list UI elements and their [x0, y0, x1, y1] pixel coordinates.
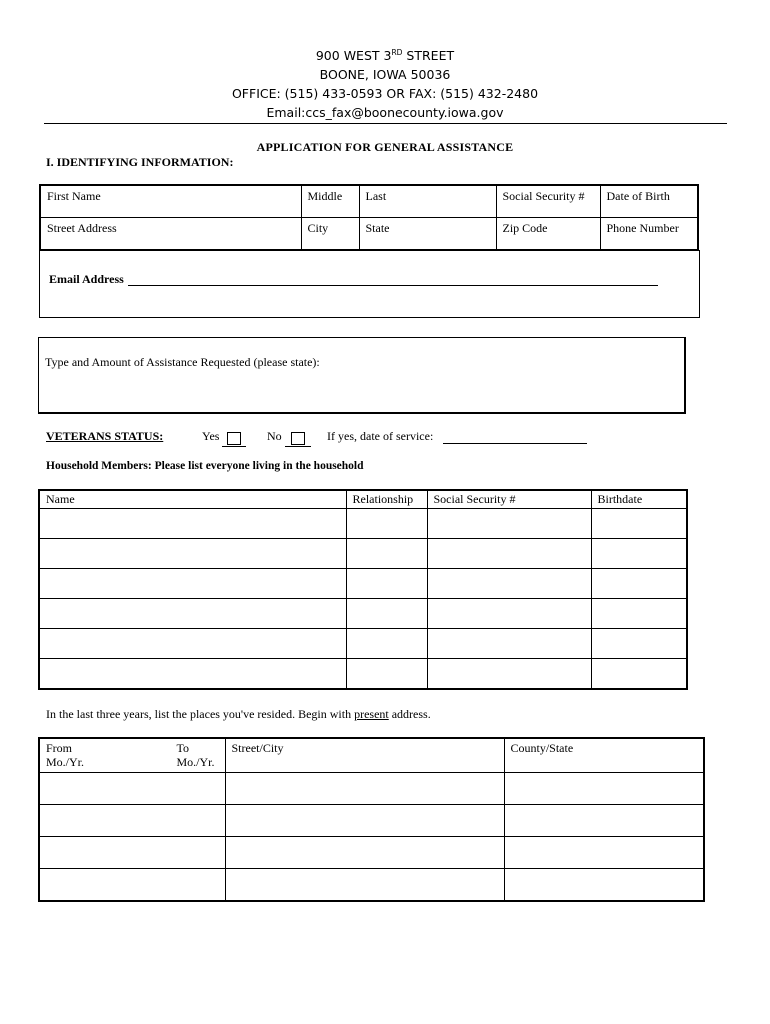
street-address-field[interactable]: Street Address — [40, 218, 301, 251]
household-cell[interactable] — [427, 659, 591, 690]
household-cell[interactable] — [591, 629, 687, 659]
household-cell[interactable] — [591, 599, 687, 629]
household-cell[interactable] — [346, 539, 427, 569]
veteran-yes-checkbox[interactable] — [227, 432, 241, 445]
residence-cell[interactable] — [225, 805, 504, 837]
assistance-requested-box[interactable] — [38, 337, 686, 414]
veterans-status-label: VETERANS STATUS: — [46, 429, 164, 443]
phone-field[interactable]: Phone Number — [600, 218, 698, 251]
veteran-no-checkbox[interactable] — [291, 432, 305, 445]
household-cell[interactable] — [39, 569, 346, 599]
residence-row — [39, 837, 704, 869]
from-label: From Mo./Yr. — [46, 741, 85, 769]
form-title: APPLICATION FOR GENERAL ASSISTANCE — [256, 140, 514, 154]
residence-cell[interactable] — [504, 805, 704, 837]
household-cell[interactable] — [39, 629, 346, 659]
household-row — [39, 659, 687, 690]
veteran-yes-label: Yes — [202, 429, 220, 443]
residence-cell[interactable] — [39, 837, 225, 869]
residence-cell[interactable] — [39, 805, 225, 837]
veteran-no-option — [267, 429, 311, 447]
residence-row — [39, 773, 704, 805]
household-cell[interactable] — [346, 629, 427, 659]
zip-field[interactable]: Zip Code — [496, 218, 600, 251]
household-cell[interactable] — [346, 569, 427, 599]
household-cell[interactable] — [591, 569, 687, 599]
last-name-field[interactable]: Last — [359, 185, 496, 218]
household-cell[interactable] — [39, 509, 346, 539]
household-cell[interactable] — [346, 659, 427, 690]
residence-cell[interactable] — [504, 837, 704, 869]
first-name-field[interactable]: First Name — [40, 185, 301, 218]
residence-col-street-city: Street/City — [225, 738, 504, 773]
household-cell[interactable] — [427, 599, 591, 629]
assistance-label: Type and Amount of Assistance Requested (please state): — [45, 355, 320, 369]
agency-email: Email:ccs_fax@boonecounty.iowa.gov — [266, 105, 504, 120]
household-cell[interactable] — [346, 599, 427, 629]
household-col-birthdate: Birthdate — [591, 490, 687, 509]
residence-col-from-to — [39, 738, 225, 773]
household-cell[interactable] — [591, 659, 687, 690]
household-cell[interactable] — [427, 509, 591, 539]
household-row — [39, 569, 687, 599]
household-cell[interactable] — [39, 539, 346, 569]
state-field[interactable]: State — [359, 218, 496, 251]
household-row — [39, 629, 687, 659]
middle-name-field[interactable]: Middle — [301, 185, 359, 218]
email-box — [39, 250, 700, 318]
veteran-yes-option — [202, 429, 246, 447]
household-cell[interactable] — [39, 659, 346, 690]
section-identifying-information: I. IDENTIFYING INFORMATION: — [46, 155, 234, 169]
residence-col-county-state: County/State — [504, 738, 704, 773]
residence-cell[interactable] — [225, 837, 504, 869]
residence-cell[interactable] — [225, 869, 504, 902]
veteran-no-label: No — [267, 429, 282, 443]
residence-cell[interactable] — [504, 773, 704, 805]
service-date-label: If yes, date of service: — [327, 429, 434, 443]
agency-phone-fax: OFFICE: (515) 433-0593 OR FAX: (515) 432-2480 — [231, 86, 539, 101]
household-row — [39, 599, 687, 629]
household-title: Household Members: Please list everyone living in the household — [46, 460, 364, 472]
email-input-line[interactable] — [128, 285, 658, 286]
to-label: To Mo./Yr. — [176, 741, 215, 769]
residence-cell[interactable] — [225, 773, 504, 805]
identifying-info-table — [39, 184, 699, 251]
residence-table — [38, 737, 705, 902]
household-cell[interactable] — [591, 509, 687, 539]
household-col-ssn: Social Security # — [427, 490, 591, 509]
residence-row — [39, 805, 704, 837]
header-divider — [44, 123, 727, 124]
household-cell[interactable] — [427, 629, 591, 659]
agency-address-line1: 900 WEST 3RD STREET — [315, 48, 455, 63]
residence-cell[interactable] — [504, 869, 704, 902]
ssn-field[interactable]: Social Security # — [496, 185, 600, 218]
household-cell[interactable] — [427, 539, 591, 569]
household-cell[interactable] — [427, 569, 591, 599]
residence-cell[interactable] — [39, 869, 225, 902]
city-field[interactable]: City — [301, 218, 359, 251]
residence-row — [39, 869, 704, 902]
agency-address-line2: BOONE, IOWA 50036 — [319, 67, 451, 82]
dob-field[interactable]: Date of Birth — [600, 185, 698, 218]
household-cell[interactable] — [346, 509, 427, 539]
household-row — [39, 509, 687, 539]
residence-instructions: In the last three years, list the places you've resided. Begin with present address. — [46, 707, 431, 721]
household-table — [38, 489, 688, 690]
household-cell[interactable] — [591, 539, 687, 569]
service-date-input-line[interactable] — [443, 443, 587, 444]
email-label: Email Address — [49, 272, 124, 286]
household-row — [39, 539, 687, 569]
household-col-relationship: Relationship — [346, 490, 427, 509]
household-col-name: Name — [39, 490, 346, 509]
residence-cell[interactable] — [39, 773, 225, 805]
household-cell[interactable] — [39, 599, 346, 629]
